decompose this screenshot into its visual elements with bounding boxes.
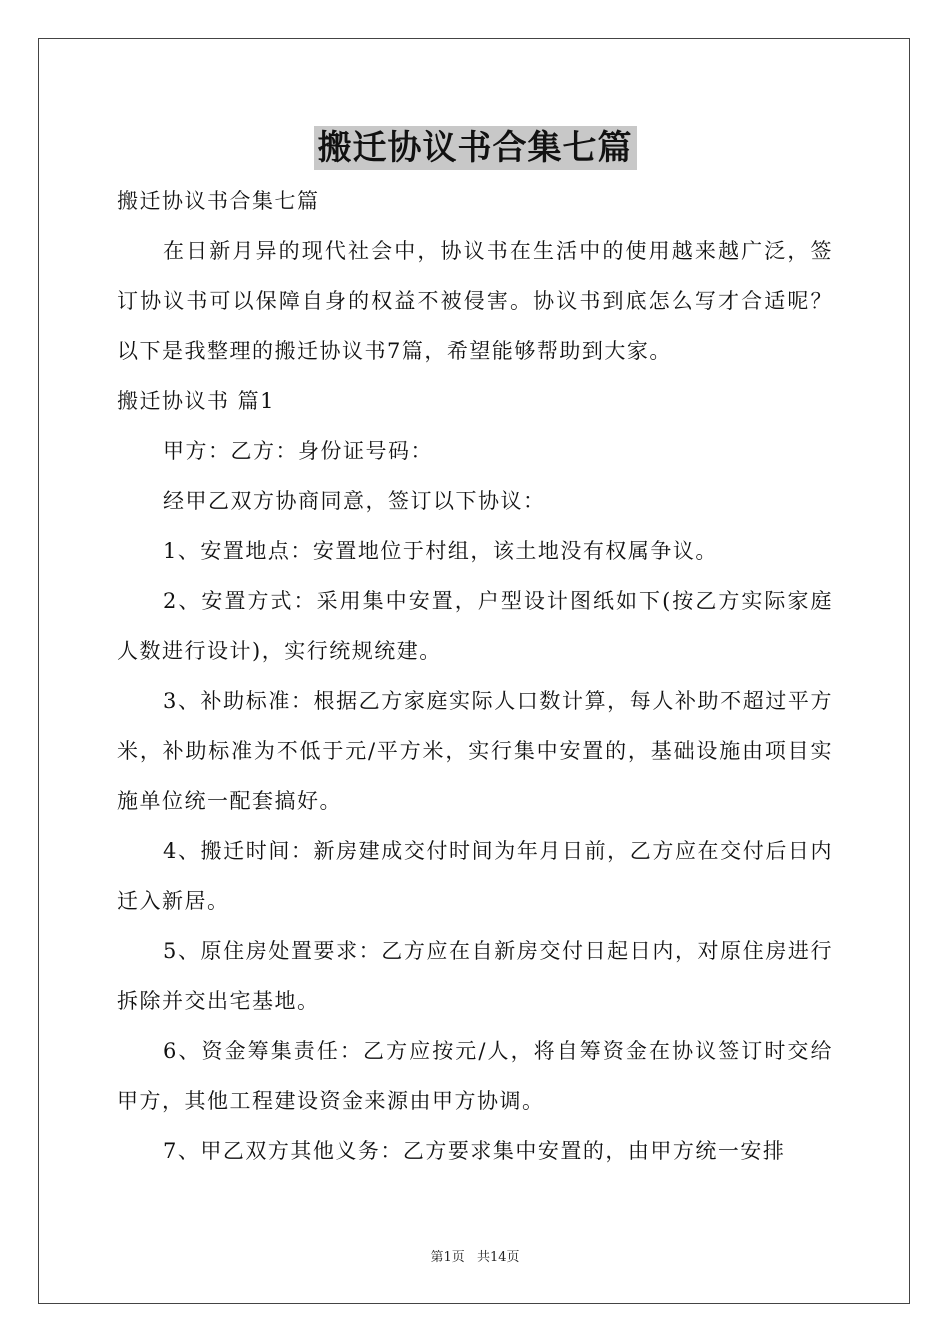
title-container — [0, 126, 950, 170]
page-number: 第1页 — [430, 1250, 465, 1265]
clause-3: 3、补助标准：根据乙方家庭实际人口数计算，每人补助不超过平方米，补助标准为不低于元/平方米，实行集中安置的，基础设施由项目实施单位统一配套搞好。 — [117, 689, 833, 813]
clause-7: 7、甲乙双方其他义务：乙方要求集中安置的，由甲方统一安排 — [163, 1139, 786, 1163]
document-body — [117, 176, 833, 1176]
document-subtitle: 搬迁协议书合集七篇 — [117, 189, 320, 213]
document-title: 搬迁协议书合集七篇 — [314, 126, 637, 170]
clause-4: 4、搬迁时间：新房建成交付时间为年月日前，乙方应在交付后日内迁入新居。 — [117, 839, 833, 913]
page-footer — [0, 1246, 950, 1265]
clause-1: 1、安置地点：安置地位于村组，该土地没有权属争议。 — [163, 539, 718, 563]
party-line: 甲方：乙方：身份证号码： — [163, 439, 433, 463]
intro-paragraph: 在日新月异的现代社会中，协议书在生活中的使用越来越广泛，签订协议书可以保障自身的权益不被侵害。协议书到底怎么写才合适呢？以下是我整理的搬迁协议书7篇，希望能够帮助到大家。 — [117, 239, 833, 363]
agreement-intro: 经甲乙双方协商同意，签订以下协议： — [163, 489, 546, 513]
clause-5: 5、原住房处置要求：乙方应在自新房交付日起日内，对原住房进行拆除并交出宅基地。 — [117, 939, 833, 1013]
clause-2: 2、安置方式：采用集中安置，户型设计图纸如下(按乙方实际家庭人数进行设计)，实行统规统建。 — [117, 589, 833, 663]
total-pages: 共14页 — [476, 1250, 520, 1265]
clause-6: 6、资金筹集责任：乙方应按元/人，将自筹资金在协议签订时交给甲方，其他工程建设资金来源由甲方协调。 — [117, 1039, 833, 1113]
section-heading: 搬迁协议书 篇1 — [117, 389, 276, 413]
